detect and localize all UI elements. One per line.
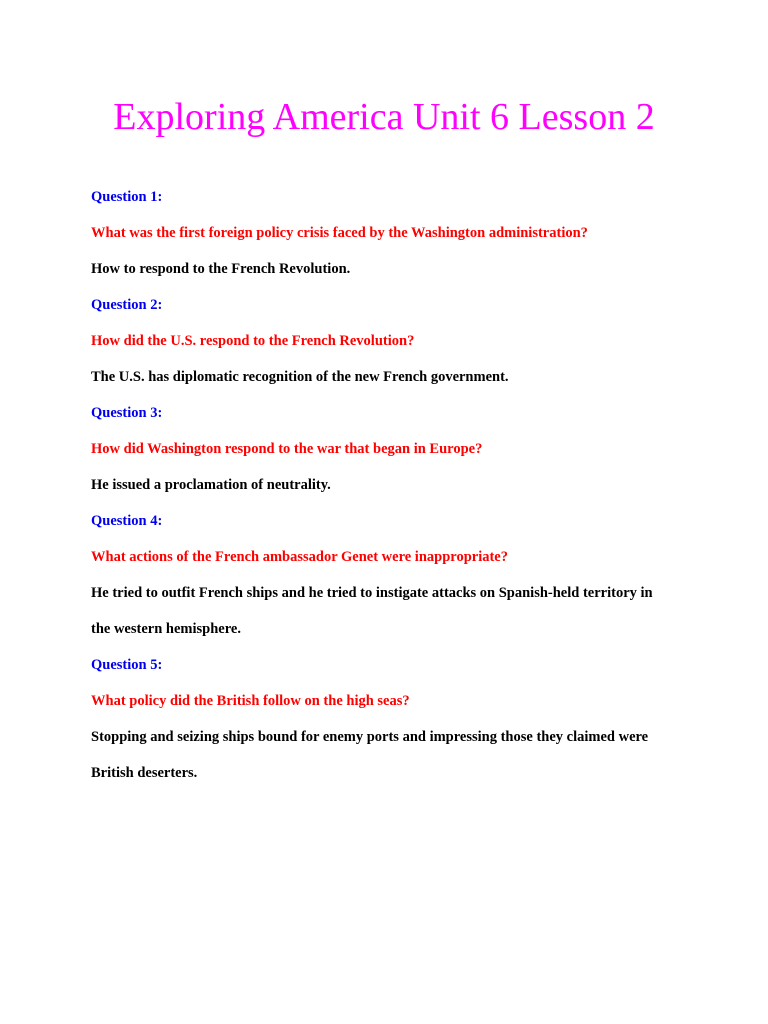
- question-number: Question 2:: [91, 297, 163, 313]
- question-text: What actions of the French ambassador Genet were inappropriate?: [91, 549, 508, 565]
- qa-item: [91, 395, 691, 503]
- qa-list: [91, 179, 691, 791]
- page-title: Exploring America Unit 6 Lesson 2: [113, 96, 655, 138]
- question-text: What policy did the British follow on the high seas?: [91, 693, 410, 709]
- question-text: How did the U.S. respond to the French Revolution?: [91, 333, 415, 349]
- question-text: How did Washington respond to the war that began in Europe?: [91, 441, 483, 457]
- qa-item: [91, 503, 691, 647]
- answer-text: He tried to outfit French ships and he tried to instigate attacks on Spanish-held territory in: [91, 585, 653, 601]
- answer-text: British deserters.: [91, 765, 198, 781]
- answer-text: the western hemisphere.: [91, 621, 241, 637]
- qa-item: [91, 179, 691, 287]
- answer-text: How to respond to the French Revolution.: [91, 261, 351, 277]
- answer-text: Stopping and seizing ships bound for enemy ports and impressing those they claimed were: [91, 729, 649, 745]
- answer-text: The U.S. has diplomatic recognition of the new French government.: [91, 369, 509, 385]
- qa-item: [91, 647, 691, 791]
- qa-item: [91, 287, 691, 395]
- question-text: What was the first foreign policy crisis faced by the Washington administration?: [91, 225, 588, 241]
- question-number: Question 4:: [91, 513, 163, 529]
- answer-text: He issued a proclamation of neutrality.: [91, 477, 331, 493]
- question-number: Question 1:: [91, 189, 163, 205]
- question-number: Question 5:: [91, 657, 163, 673]
- question-number: Question 3:: [91, 405, 163, 421]
